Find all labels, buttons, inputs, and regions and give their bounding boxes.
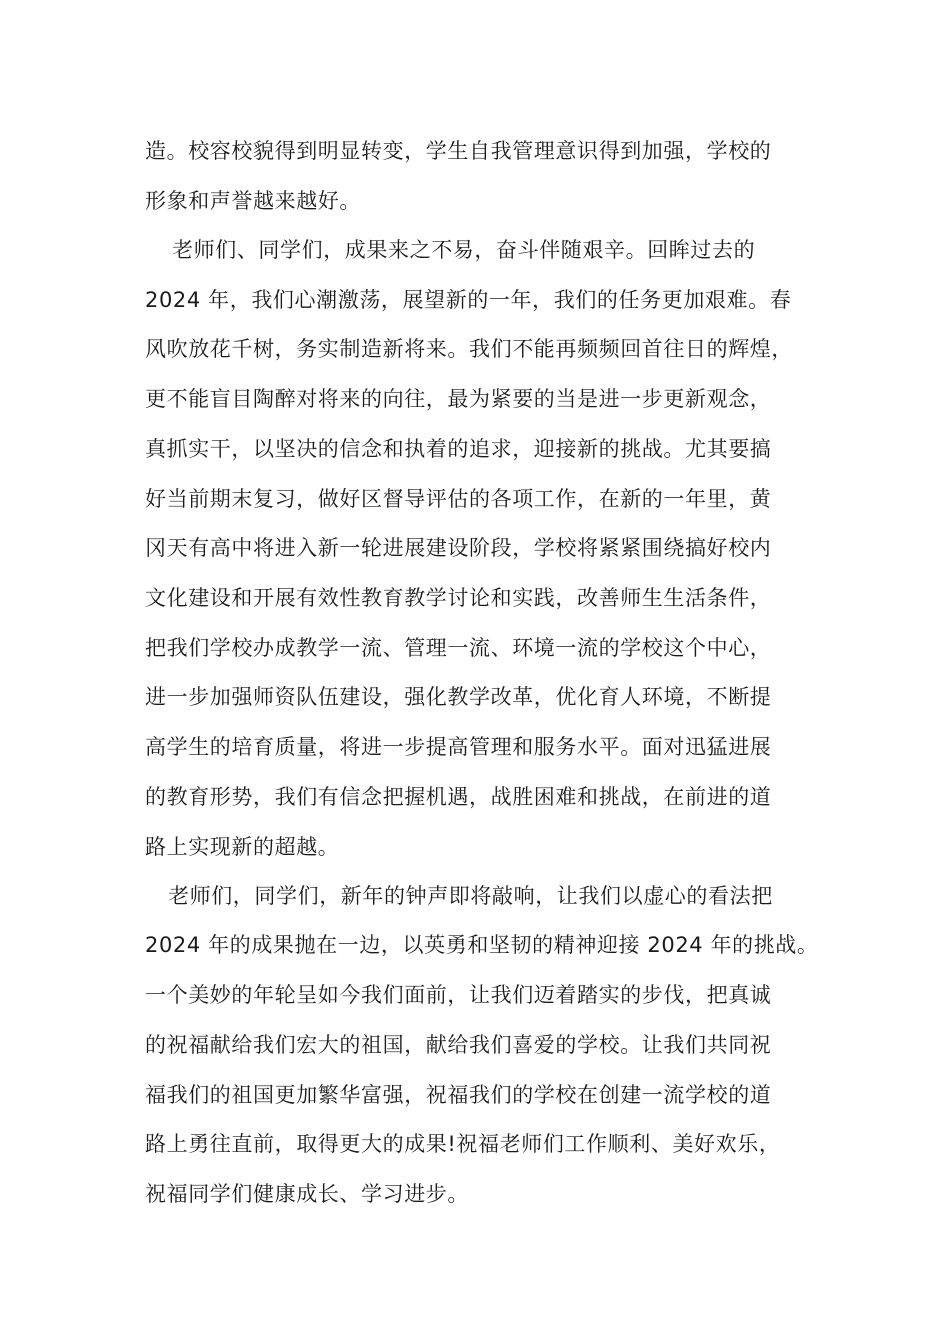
- text-line: 2024 年的成果抛在一边，以英勇和坚韧的精神迎接 2024 年的挑战。: [145, 933, 819, 957]
- text-line: 2024 年，我们心潮激荡，展望新的一年，我们的任务更加艰难。春: [145, 288, 792, 312]
- text-line: 好当前期末复习，做好区督导评估的各项工作，在新的一年里，黄: [145, 487, 772, 511]
- text-line: 真抓实干，以坚决的信念和执着的追求，迎接新的挑战。尤其要搞: [145, 437, 772, 461]
- text-line: 文化建设和开展有效性教育教学讨论和实践，改善师生生活条件，: [145, 586, 772, 610]
- text-line: 的祝福献给我们宏大的祖国，献给我们喜爱的学校。让我们共同祝: [145, 1033, 772, 1057]
- text-line: 形象和声誉越来越好。: [145, 189, 361, 213]
- text-line: 路上实现新的超越。: [145, 835, 340, 859]
- text-line: 的教育形势，我们有信念把握机遇，战胜困难和挑战，在前进的道: [145, 785, 772, 809]
- text-line: 更不能盲目陶醉对将来的向往，最为紧要的当是进一步更新观念，: [145, 387, 772, 411]
- paragraph-start-line: 老师们、同学们，成果来之不易，奋斗伴随艰辛。回眸过去的: [172, 238, 756, 262]
- text-line: 高学生的培育质量，将进一步提高管理和服务水平。面对迅猛进展: [145, 735, 772, 759]
- text-line: 冈天有高中将进入新一轮进展建设阶段，学校将紧紧围绕搞好校内: [145, 536, 772, 560]
- text-line: 把我们学校办成教学一流、管理一流、环境一流的学校这个中心，: [145, 636, 772, 660]
- text-line: 路上勇往直前，取得更大的成果!祝福老师们工作顺利、美好欢乐，: [145, 1132, 781, 1156]
- text-line: 一个美妙的年轮呈如今我们面前，让我们迈着踏实的步伐，把真诚: [145, 983, 772, 1007]
- paragraph-start-line: 老师们，同学们，新年的钟声即将敲响，让我们以虚心的看法把: [168, 884, 773, 908]
- text-line: 风吹放花千树，务实制造新将来。我们不能再频频回首往日的辉煌，: [145, 337, 793, 361]
- text-line: 福我们的祖国更加繁华富强，祝福我们的学校在创建一流学校的道: [145, 1083, 772, 1107]
- text-line: 进一步加强师资队伍建设，强化教学改革，优化育人环境，不断提: [145, 685, 772, 709]
- text-line: 造。校容校貌得到明显转变，学生自我管理意识得到加强，学校的: [145, 139, 772, 163]
- text-line: 祝福同学们健康成长、学习进步。: [145, 1182, 469, 1206]
